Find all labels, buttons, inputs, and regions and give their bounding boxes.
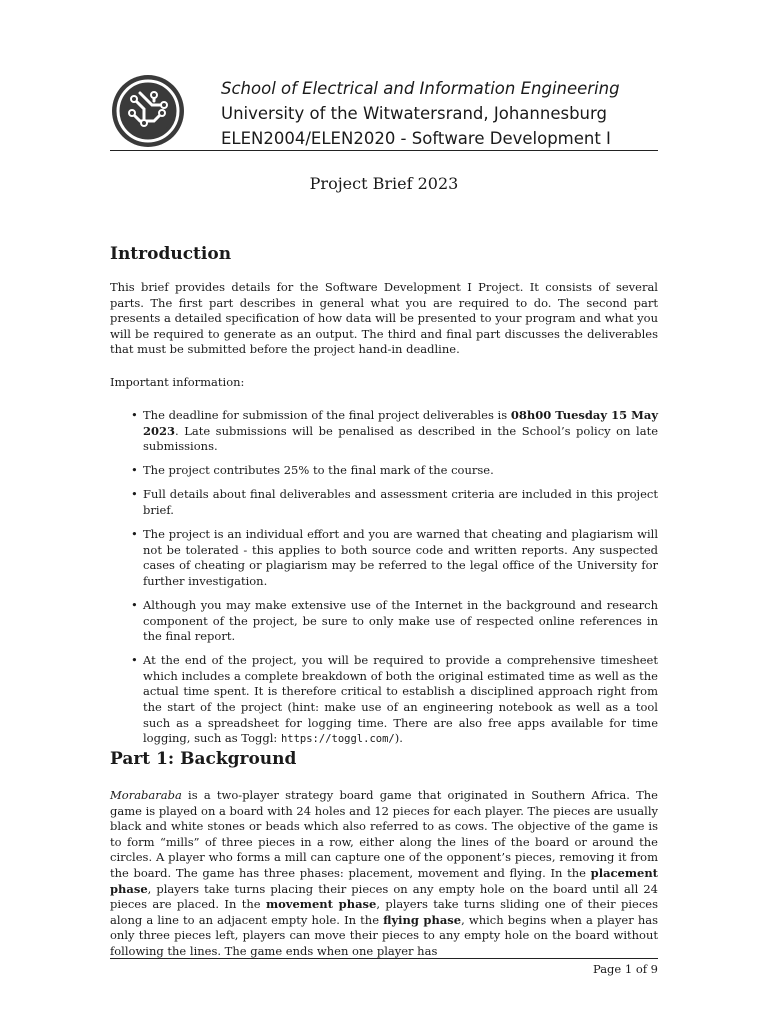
important-info-label: Important information: — [110, 375, 245, 389]
course-name: ELEN2004/ELEN2020 - Software Development I — [221, 129, 611, 148]
timesheet-text: At the end of the project, you will be required to provide a comprehensive timesheet which includes a complete breakdown of both the original estimated time as well as the actual time spent. It is therefore critical to establish a disciplined approach right from the start of the project (hint: make use of an engineering notebook as well as a tool such as a spreadsheet for logging time. There are also free apps available for time logging, such as Toggl: — [143, 653, 658, 746]
school-name: School of Electrical and Information Engineering — [221, 79, 620, 98]
internet-use-text: Although you may make extensive use of the Internet in the background and research component of the project, be sure to only make use of respected online references in the final report. — [143, 597, 658, 644]
header-divider — [110, 150, 658, 151]
document-header — [221, 76, 661, 151]
toggl-link[interactable]: https://toggl.com/ — [280, 733, 395, 746]
part1-heading: Part 1: Background — [110, 749, 297, 769]
page-number: Page 1 of 9 — [592, 962, 658, 976]
flying-phase-term: flying phase — [383, 912, 462, 927]
bullet-dot-icon: • — [131, 487, 138, 502]
contribution-text: The project contributes 25% to the final mark of the course. — [143, 463, 494, 478]
movement-phase-term: movement phase — [265, 897, 377, 912]
introduction-heading: Introduction — [110, 244, 232, 264]
deadline-date: 08h00 Tuesday 15 May 2023 — [143, 408, 659, 438]
bullet-dot-icon: • — [131, 597, 138, 612]
placement-phase-term: placement phase — [110, 865, 658, 896]
list-item — [110, 527, 658, 589]
late-policy-text: . Late submissions will be penalised as described in the School’s policy on late submissions. — [143, 423, 658, 454]
document-title: Project Brief 2023 — [309, 174, 459, 193]
details-text: Full details about final deliverables and assessment criteria are included in this project brief. — [143, 487, 658, 517]
list-item — [110, 653, 658, 748]
part1-text-1: is a two-player strategy board game that originated in Southern Africa. The game is played on a board with 24 holes and 12 pieces for each player. The pieces are usually black and white stones or beads which also referred to as cows. The objective of the game is to form “mills” of three pieces in a row, either along the lines of the board or around the circles. A player who forms a mill can capture one of the opponent’s pieces, removing it from the board. The game has three phases: placement, movement and flying. In the — [110, 788, 658, 880]
bullet-dot-icon: • — [131, 527, 138, 542]
part1-text-4: , which begins when a player has only three pieces left, players can move their pieces to any empty hole on the board without following the lines. The game ends when one player has — [110, 912, 659, 958]
list-item — [110, 463, 658, 479]
part1-text-2: , players take turns placing their pieces on any empty hole on the board until all 24 pieces are placed. In the — [110, 881, 658, 912]
bullet-dot-icon: • — [131, 463, 138, 478]
bullet-dot-icon: • — [131, 653, 138, 668]
bullet-dot-icon: • — [131, 408, 138, 422]
list-item — [110, 598, 658, 645]
part1-paragraph — [110, 788, 658, 960]
individual-effort-text: The project is an individual effort and you are warned that cheating and plagiarism will not be tolerated - this applies to both source code and written reports. Any suspected cases of cheating or plagiarism may be referred to the legal office of the University for further investigation. — [143, 527, 658, 588]
game-name: Morabaraba — [110, 788, 182, 802]
important-info-list — [110, 408, 658, 756]
introduction-paragraph: This brief provides details for the Software Development I Project. It consists of several parts. The first part describes in general what you are required to do. The second part presents a detailed specification of how data will be presented to your program and what you will be required to generate as an output. The third and final part discusses the deliverables that must be submitted before the project hand-in deadline. — [110, 280, 658, 357]
timesheet-end: ). — [394, 731, 403, 746]
part1-text-3: , players take turns sliding one of their pieces along a line to an adjacent empty hole. In the — [110, 897, 658, 927]
list-item — [110, 487, 658, 518]
deadline-text: The deadline for submission of the final project deliverables is — [143, 408, 511, 422]
university-crest-logo — [110, 73, 186, 149]
university-name: University of the Witwatersrand, Johannesburg — [221, 104, 607, 123]
footer-divider — [110, 958, 658, 959]
list-item — [110, 408, 658, 455]
